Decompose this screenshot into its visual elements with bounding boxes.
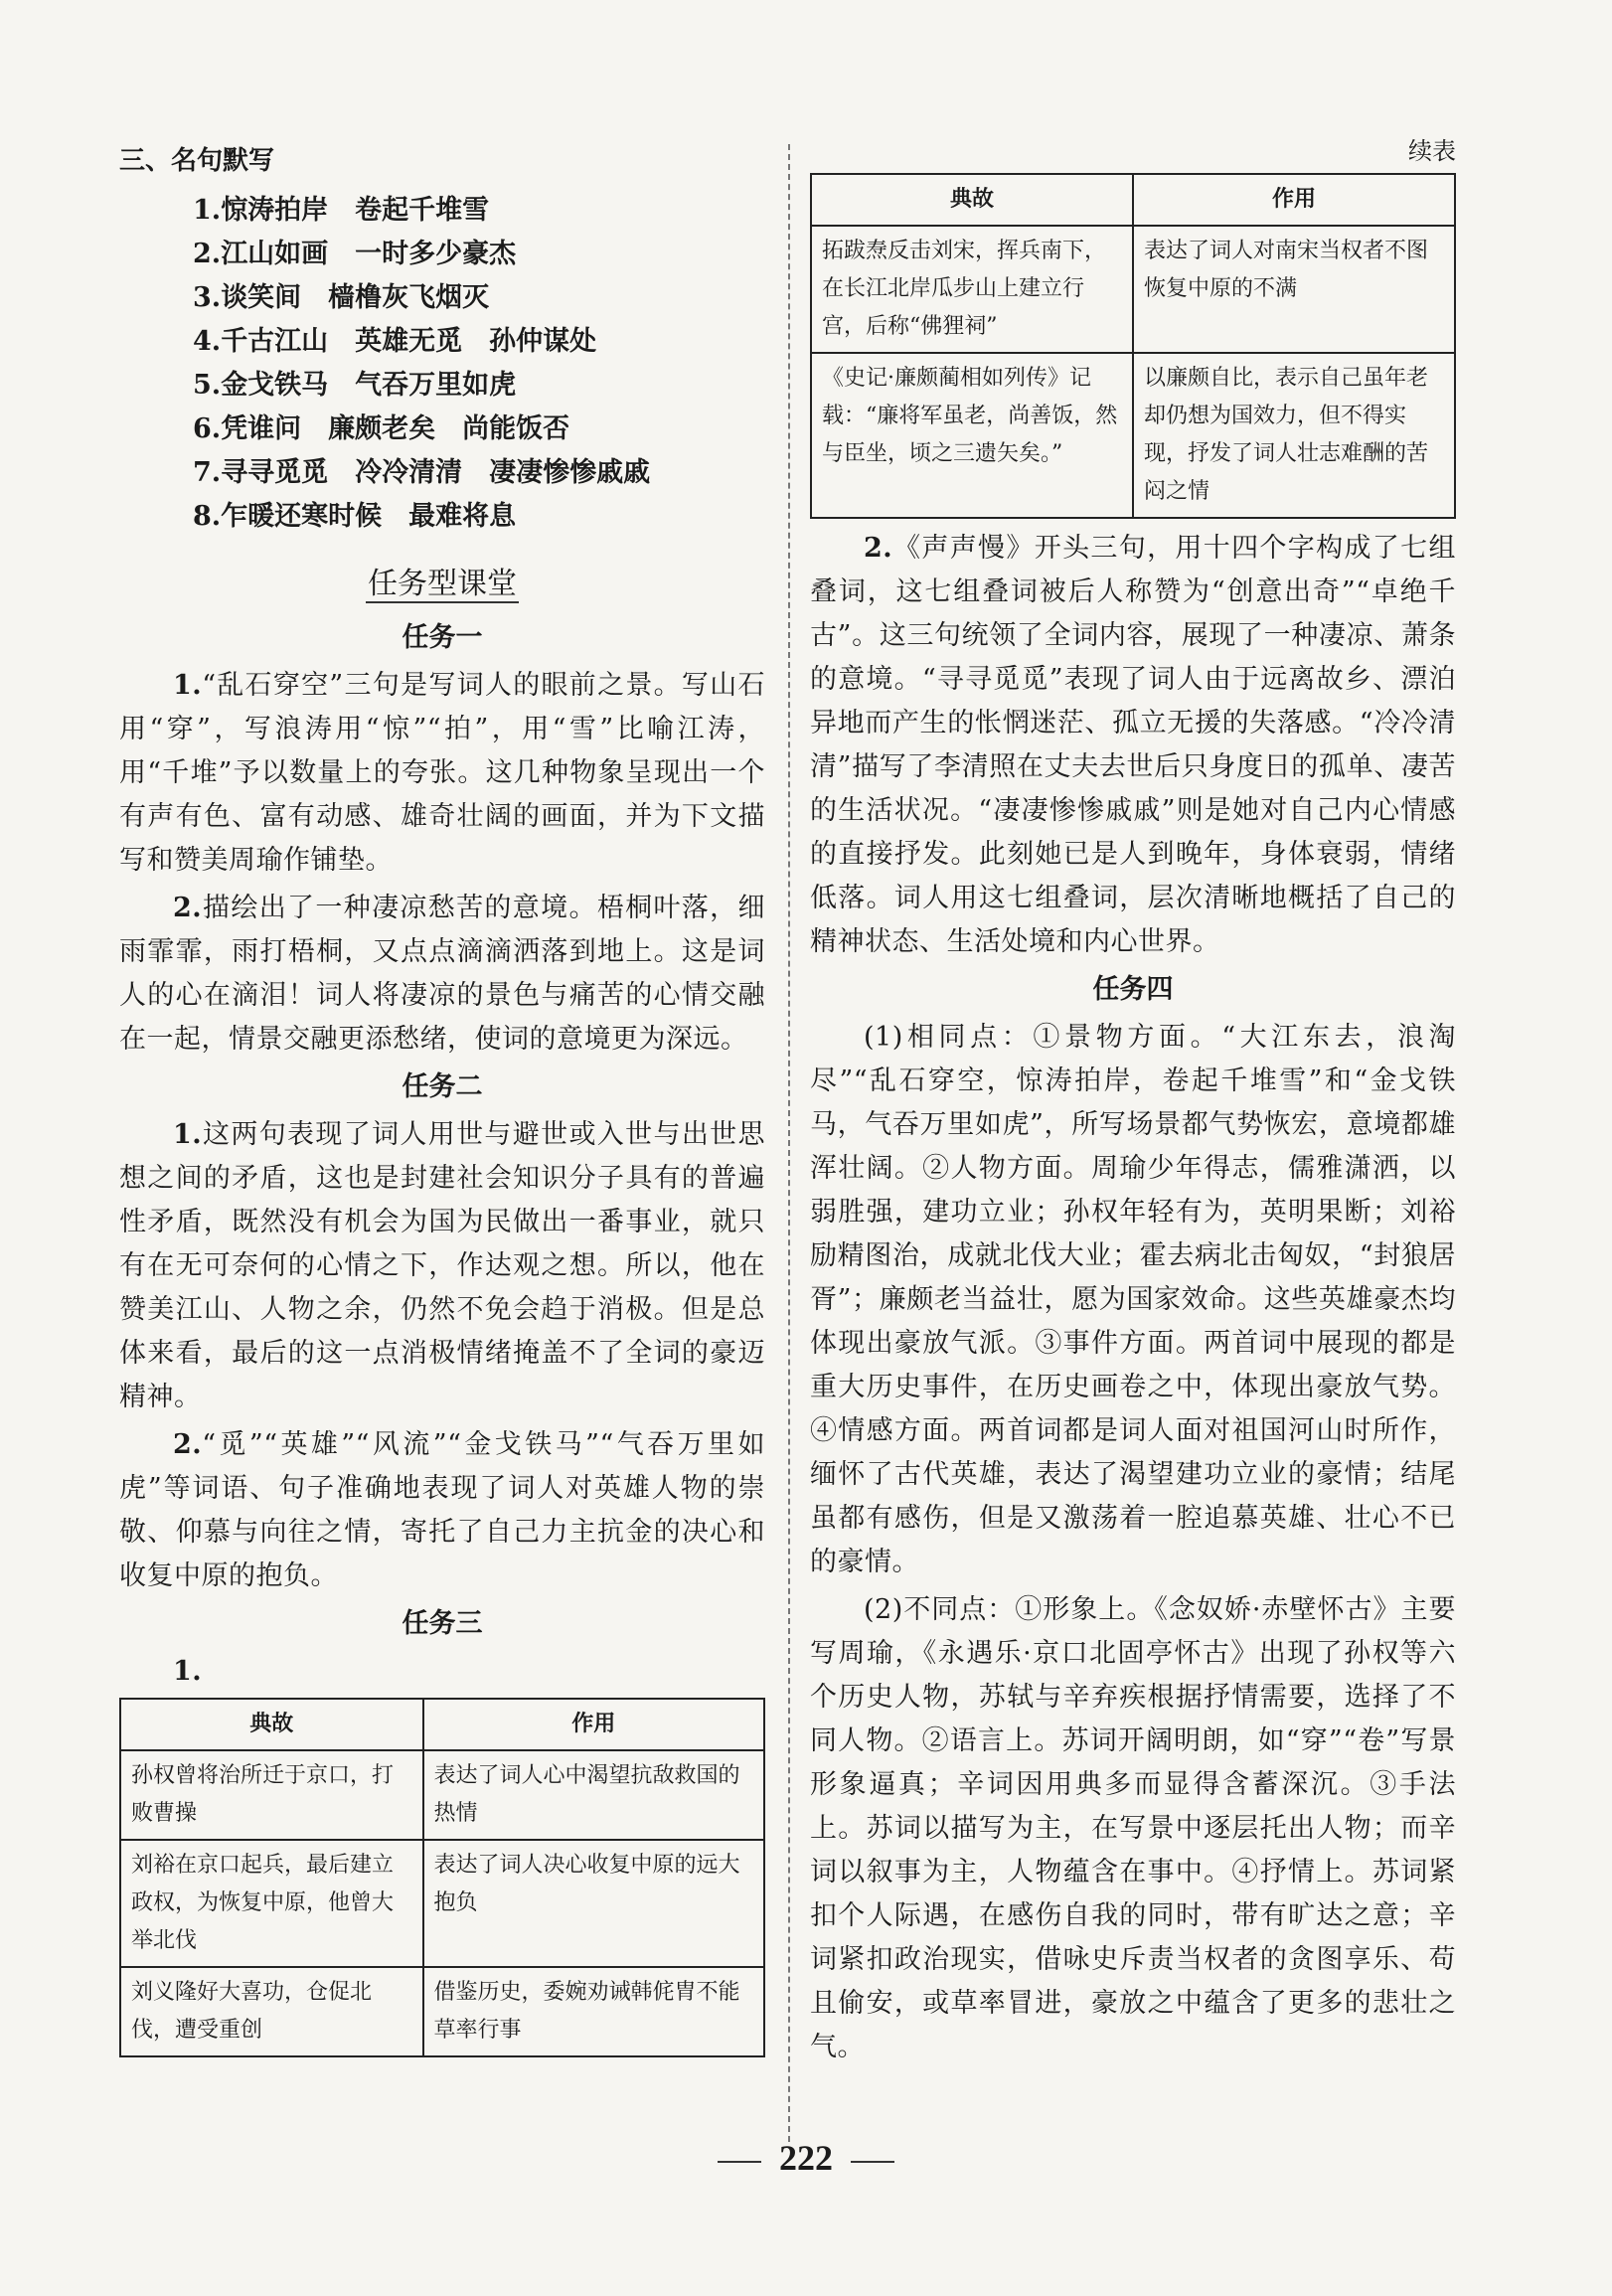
banner-title: 任务型课堂 <box>368 567 517 601</box>
table-cell: 孙权曾将治所迁于京口，打败曹操 <box>120 1750 423 1840</box>
paragraph: 2.描绘出了一种凄凉愁苦的意境。梧桐叶落，细雨霏霏，雨打梧桐，又点点滴滴洒落到地上。这是词人的心在滴泪！词人将凄凉的景色与痛苦的心情交融在一起，情景交融更添愁绪，使词的意境更为深远。 <box>119 893 765 1055</box>
paragraph: (2)不同点：①形象上。《念奴娇·赤壁怀古》主要写周瑜，《永遇乐·京口北固亭怀古》出现了孙权等六个历史人物，苏轼与辛弃疾根据抒情需要，选择了不同人物。②语言上。苏词开阔明朗，如“穿”“卷”写景形象逼真；辛词因用典多而显得含蓄深沉。③手法上。苏词以描写为主，在写景中逐层托出人物；而辛词以叙事为主，人物蕴含在事中。④抒情上。苏词紧扣个人际遇，在感伤自我的同时，带有旷达之意；辛词紧扣政治现实，借咏史斥责当权者的贪图享乐、苟且偷安，或草率冒进，豪放之中蕴含了更多的悲壮之气。 <box>810 1594 1456 2062</box>
paragraph: 2.“觅”“英雄”“风流”“金戈铁马”“气吞万里如虎”等词语、句子准确地表现了词人对英雄人物的崇敬、仰慕与向往之情，寄托了自己力主抗金的决心和收复中原的抱负。 <box>119 1429 765 1591</box>
table-cell: 借鉴历史，委婉劝诫韩侂胄不能草率行事 <box>423 1967 764 2056</box>
task-title: 任务一 <box>402 622 483 653</box>
paragraph: 1.这两句表现了词人用世与避世或入世与出世思想之间的矛盾，这也是封建社会知识分子具有的普遍性矛盾，既然没有机会为国为民做出一番事业，就只有在无可奈何的心情之下，作达观之想。所以，他在赞美江山、人物之余，仍然不免会趋于消极。但是总体来看，最后的这一点消极情绪掩盖不了全词的豪迈精神。 <box>119 1119 765 1412</box>
allusion-table-continued <box>810 173 1456 519</box>
table-row <box>811 226 1455 353</box>
table-row <box>120 1840 764 1967</box>
list-item: 5.金戈铁马 气吞万里如虎 <box>193 370 517 401</box>
list-item: 7.寻寻觅觅 冷冷清清 凄凄惨惨戚戚 <box>193 457 651 488</box>
table-header-row <box>811 174 1455 226</box>
table-header: 作用 <box>1133 174 1455 226</box>
table-header-row <box>120 1699 764 1750</box>
table-header: 典故 <box>811 174 1133 226</box>
list-item: 8.乍暖还寒时候 最难将息 <box>193 501 517 532</box>
table-cell: 刘裕在京口起兵，最后建立政权，为恢复中原，他曾大举北伐 <box>120 1840 423 1967</box>
table-cell: 表达了词人决心收复中原的远大抱负 <box>423 1840 764 1967</box>
paragraph: 2.《声声慢》开头三句，用十四个字构成了七组叠词，这七组叠词被后人称赞为“创意出奇”“卓绝千古”。这三句统领了全词内容，展现了一种凄凉、萧条的意境。“寻寻觅觅”表现了词人由于远离故乡、漂泊异地而产生的怅惘迷茫、孤立无援的失落感。“冷冷清清”描写了李清照在丈夫去世后只身度日的孤单、凄苦的生活状况。“凄凄惨惨戚戚”则是她对自己内心情感的直接抒发。此刻她已是人到晚年，身体衰弱，情绪低落。词人用这七组叠词，层次清晰地概括了自己的精神状态、生活处境和内心世界。 <box>810 533 1456 957</box>
list-item: 4.千古江山 英雄无觅 孙仲谋处 <box>193 326 597 357</box>
paragraph: 1.“乱石穿空”三句是写词人的眼前之景。写山石用“穿”，写浪涛用“惊”“拍”，用“雪”比喻江涛，用“千堆”予以数量上的夸张。这几种物象呈现出一个有声有色、富有动感、雄奇壮阔的画面，并为下文描写和赞美周瑜作铺垫。 <box>119 670 765 876</box>
left-column <box>119 139 765 2057</box>
task-title: 任务三 <box>402 1608 483 1639</box>
right-column <box>810 139 1456 2073</box>
table-cell: 《史记·廉颇蔺相如列传》记载：“廉将军虽老，尚善饭，然与臣坐，顷之三遗矢矣。” <box>811 353 1133 518</box>
table-cell: 刘义隆好大喜功，仓促北伐，遭受重创 <box>120 1967 423 2056</box>
paragraph: 1. <box>173 1656 203 1687</box>
table-row <box>811 353 1455 518</box>
continued-label: 续表 <box>1408 137 1456 165</box>
section-title: 三、名句默写 <box>119 146 275 176</box>
list-item: 1.惊涛拍岸 卷起千堆雪 <box>193 195 490 226</box>
list-item: 2.江山如画 一时多少豪杰 <box>193 239 517 269</box>
table-cell: 拓跋焘反击刘宋，挥兵南下，在长江北岸瓜步山上建立行宫，后称“佛狸祠” <box>811 226 1133 353</box>
paragraph: (1)相同点：①景物方面。“大江东去，浪淘尽”“乱石穿空，惊涛拍岸，卷起千堆雪”和“金戈铁马，气吞万里如虎”，所写场景都气势恢宏，意境都雄浑壮阔。②人物方面。周瑜少年得志，儒雅潇洒，以弱胜强，建功立业；孙权年轻有为，英明果断；刘裕励精图治，成就北伐大业；霍去病北击匈奴，“封狼居胥”；廉颇老当益壮，愿为国家效命。这些英雄豪杰均体现出豪放气派。③事件方面。两首词中展现的都是重大历史事件，在历史画卷之中，体现出豪放气势。④情感方面。两首词都是词人面对祖国河山时所作，缅怀了古代英雄，表达了渴望建功立业的豪情；结尾虽都有感伤，但是又激荡着一腔追慕英雄、壮心不已的豪情。 <box>810 1022 1456 1577</box>
list-item: 6.凭谁问 廉颇老矣 尚能饭否 <box>193 413 570 444</box>
table-cell: 表达了词人心中渴望抗敌救国的热情 <box>423 1750 764 1840</box>
table-cell: 以廉颇自比，表示自己虽年老却仍想为国效力，但不得实现，抒发了词人壮志难酬的苦闷之情 <box>1133 353 1455 518</box>
dictation-list <box>119 189 765 539</box>
table-row <box>120 1967 764 2056</box>
table-header: 作用 <box>423 1699 764 1750</box>
page-number: 222 <box>0 2137 1612 2179</box>
task-title: 任务四 <box>1092 974 1174 1005</box>
column-divider <box>788 144 790 2142</box>
table-row <box>120 1750 764 1840</box>
dash-right <box>851 2161 894 2163</box>
table-header: 典故 <box>120 1699 423 1750</box>
dash-left <box>718 2161 761 2163</box>
table-cell: 表达了词人对南宋当权者不图恢复中原的不满 <box>1133 226 1455 353</box>
allusion-table <box>119 1698 765 2057</box>
task-title: 任务二 <box>402 1071 483 1102</box>
list-item: 3.谈笑间 樯橹灰飞烟灭 <box>193 282 490 313</box>
